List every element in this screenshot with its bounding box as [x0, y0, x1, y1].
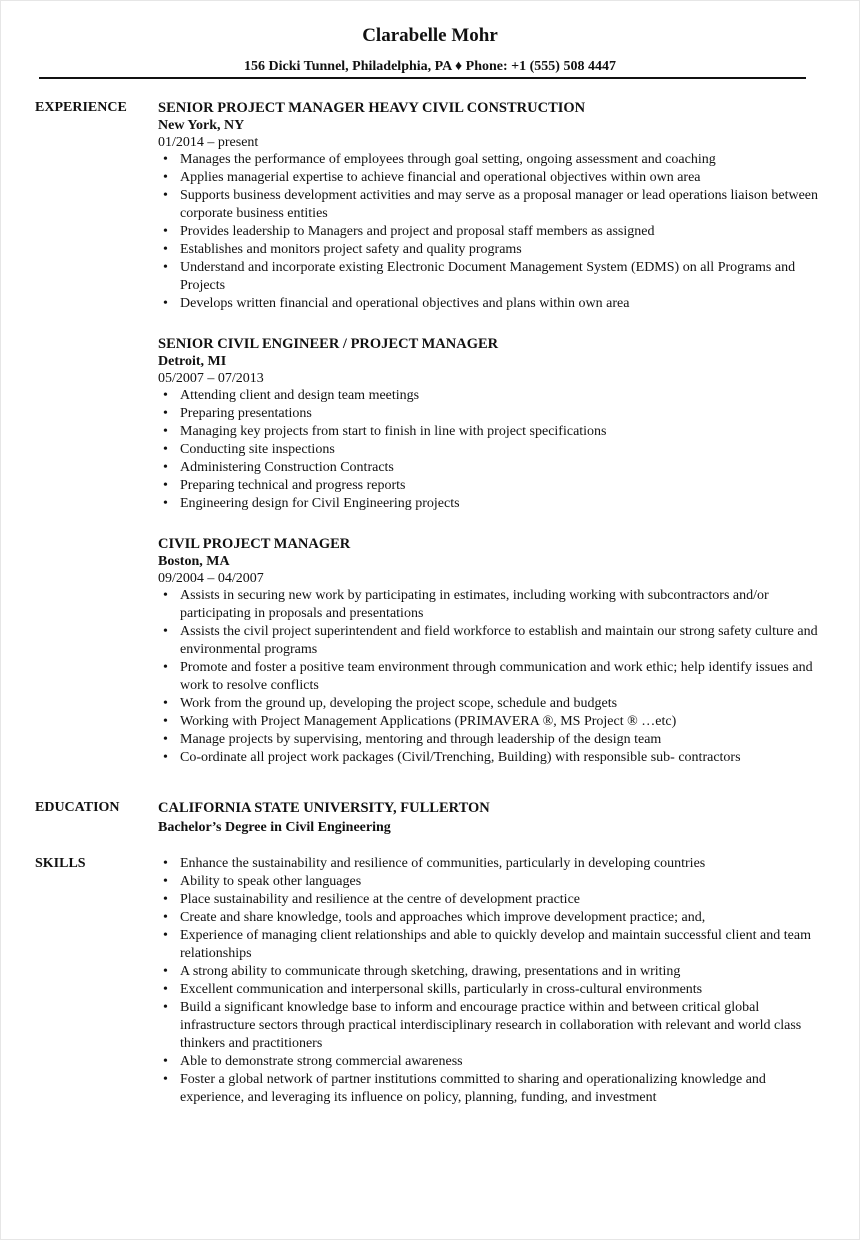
job-dates: 09/2004 – 04/2007 [158, 571, 264, 586]
bullet-item: • Develops written financial and operational objectives and plans within own area [180, 295, 818, 313]
contact-line: 156 Dicki Tunnel, Philadelphia, PA ♦ Phone: +1 (555) 508 4447 [244, 59, 616, 74]
job-title: SENIOR CIVIL ENGINEER / PROJECT MANAGER [158, 336, 499, 352]
section-label-education: EDUCATION [35, 800, 120, 815]
skill-item: • A strong ability to communicate through sketching, drawing, presentations and in writing [180, 963, 818, 981]
skill-item: • Create and share knowledge, tools and approaches which improve development practice; and, [180, 909, 818, 927]
skill-item: • Place sustainability and resilience at the centre of development practice [180, 891, 818, 909]
skill-item: • Foster a global network of partner institutions committed to sharing and operationalizing knowledge and experience, and leveraging its influence on policy, planning, funding, and investment [180, 1071, 818, 1107]
section-label-skills: SKILLS [35, 856, 86, 871]
bullet-item: • Establishes and monitors project safety and quality programs [180, 241, 818, 259]
job-dates: 01/2014 – present [158, 135, 259, 150]
bullet-item: • Attending client and design team meetings [180, 387, 818, 405]
school-name: CALIFORNIA STATE UNIVERSITY, FULLERTON [158, 800, 490, 816]
job-bullets [158, 387, 818, 513]
job-location: Detroit, MI [158, 354, 227, 369]
bullet-item: • Co-ordinate all project work packages (Civil/Trenching, Building) with responsible sub- contractors [180, 749, 818, 767]
skills-body [158, 855, 818, 1107]
skill-item: • Experience of managing client relationships and able to quickly develop and maintain successful client and team relationships [180, 927, 818, 963]
bullet-item: • Conducting site inspections [180, 441, 818, 459]
bullet-item: • Manage projects by supervising, mentoring and through leadership of the design team [180, 731, 818, 749]
bullet-item: • Engineering design for Civil Engineering projects [180, 495, 818, 513]
job-location: Boston, MA [158, 554, 230, 569]
section-label-experience: EXPERIENCE [35, 100, 127, 115]
header-divider [39, 77, 806, 79]
job-entry [158, 99, 818, 313]
bullet-item: • Assists the civil project superintendent and field workforce to establish and maintain our strong safety culture and environmental programs [180, 623, 818, 659]
job-entry [158, 535, 818, 767]
bullet-item: • Working with Project Management Applications (PRIMAVERA ®, MS Project ® …etc) [180, 713, 818, 731]
bullet-item: • Work from the ground up, developing the project scope, schedule and budgets [180, 695, 818, 713]
skill-item: • Build a significant knowledge base to inform and encourage practice within and between critical global infrastructure sectors through practical interdisciplinary research in collaboration with relevant and world class thinkers and practitioners [180, 999, 818, 1053]
bullet-item: • Provides leadership to Managers and project and proposal staff members as assigned [180, 223, 818, 241]
skill-item: • Ability to speak other languages [180, 873, 818, 891]
job-title: CIVIL PROJECT MANAGER [158, 536, 351, 552]
bullet-item: • Administering Construction Contracts [180, 459, 818, 477]
job-entry [158, 335, 818, 513]
bullet-item: • Supports business development activities and may serve as a proposal manager or lead operations liaison between corporate business entities [180, 187, 818, 223]
job-title: SENIOR PROJECT MANAGER HEAVY CIVIL CONSTRUCTION [158, 100, 586, 116]
bullet-item: • Assists in securing new work by participating in estimates, including working with subcontractors and/or participating in proposals and presentations [180, 587, 818, 623]
skill-item: • Enhance the sustainability and resilience of communities, particularly in developing countries [180, 855, 818, 873]
job-location: New York, NY [158, 118, 245, 133]
degree-name: Bachelor’s Degree in Civil Engineering [158, 820, 391, 835]
bullet-item: • Applies managerial expertise to achieve financial and operational objectives within own area [180, 169, 818, 187]
bullet-item: • Preparing technical and progress reports [180, 477, 818, 495]
bullet-item: • Managing key projects from start to finish in line with project specifications [180, 423, 818, 441]
bullet-item: • Manages the performance of employees through goal setting, ongoing assessment and coaching [180, 151, 818, 169]
bullet-item: • Preparing presentations [180, 405, 818, 423]
bullet-item: • Understand and incorporate existing Electronic Document Management System (EDMS) on all Programs and Projects [180, 259, 818, 295]
education-body [158, 799, 818, 837]
bullet-item: • Promote and foster a positive team environment through communication and work ethic; help identify issues and work to resolve conflicts [180, 659, 818, 695]
skill-item: • Able to demonstrate strong commercial awareness [180, 1053, 818, 1071]
skills-list [158, 855, 818, 1107]
candidate-name: Clarabelle Mohr [362, 25, 498, 46]
skill-item: • Excellent communication and interpersonal skills, particularly in cross-cultural environments [180, 981, 818, 999]
resume-header [0, 24, 860, 76]
job-bullets [158, 151, 818, 313]
experience-body [158, 99, 818, 789]
job-dates: 05/2007 – 07/2013 [158, 371, 264, 386]
job-bullets [158, 587, 818, 767]
